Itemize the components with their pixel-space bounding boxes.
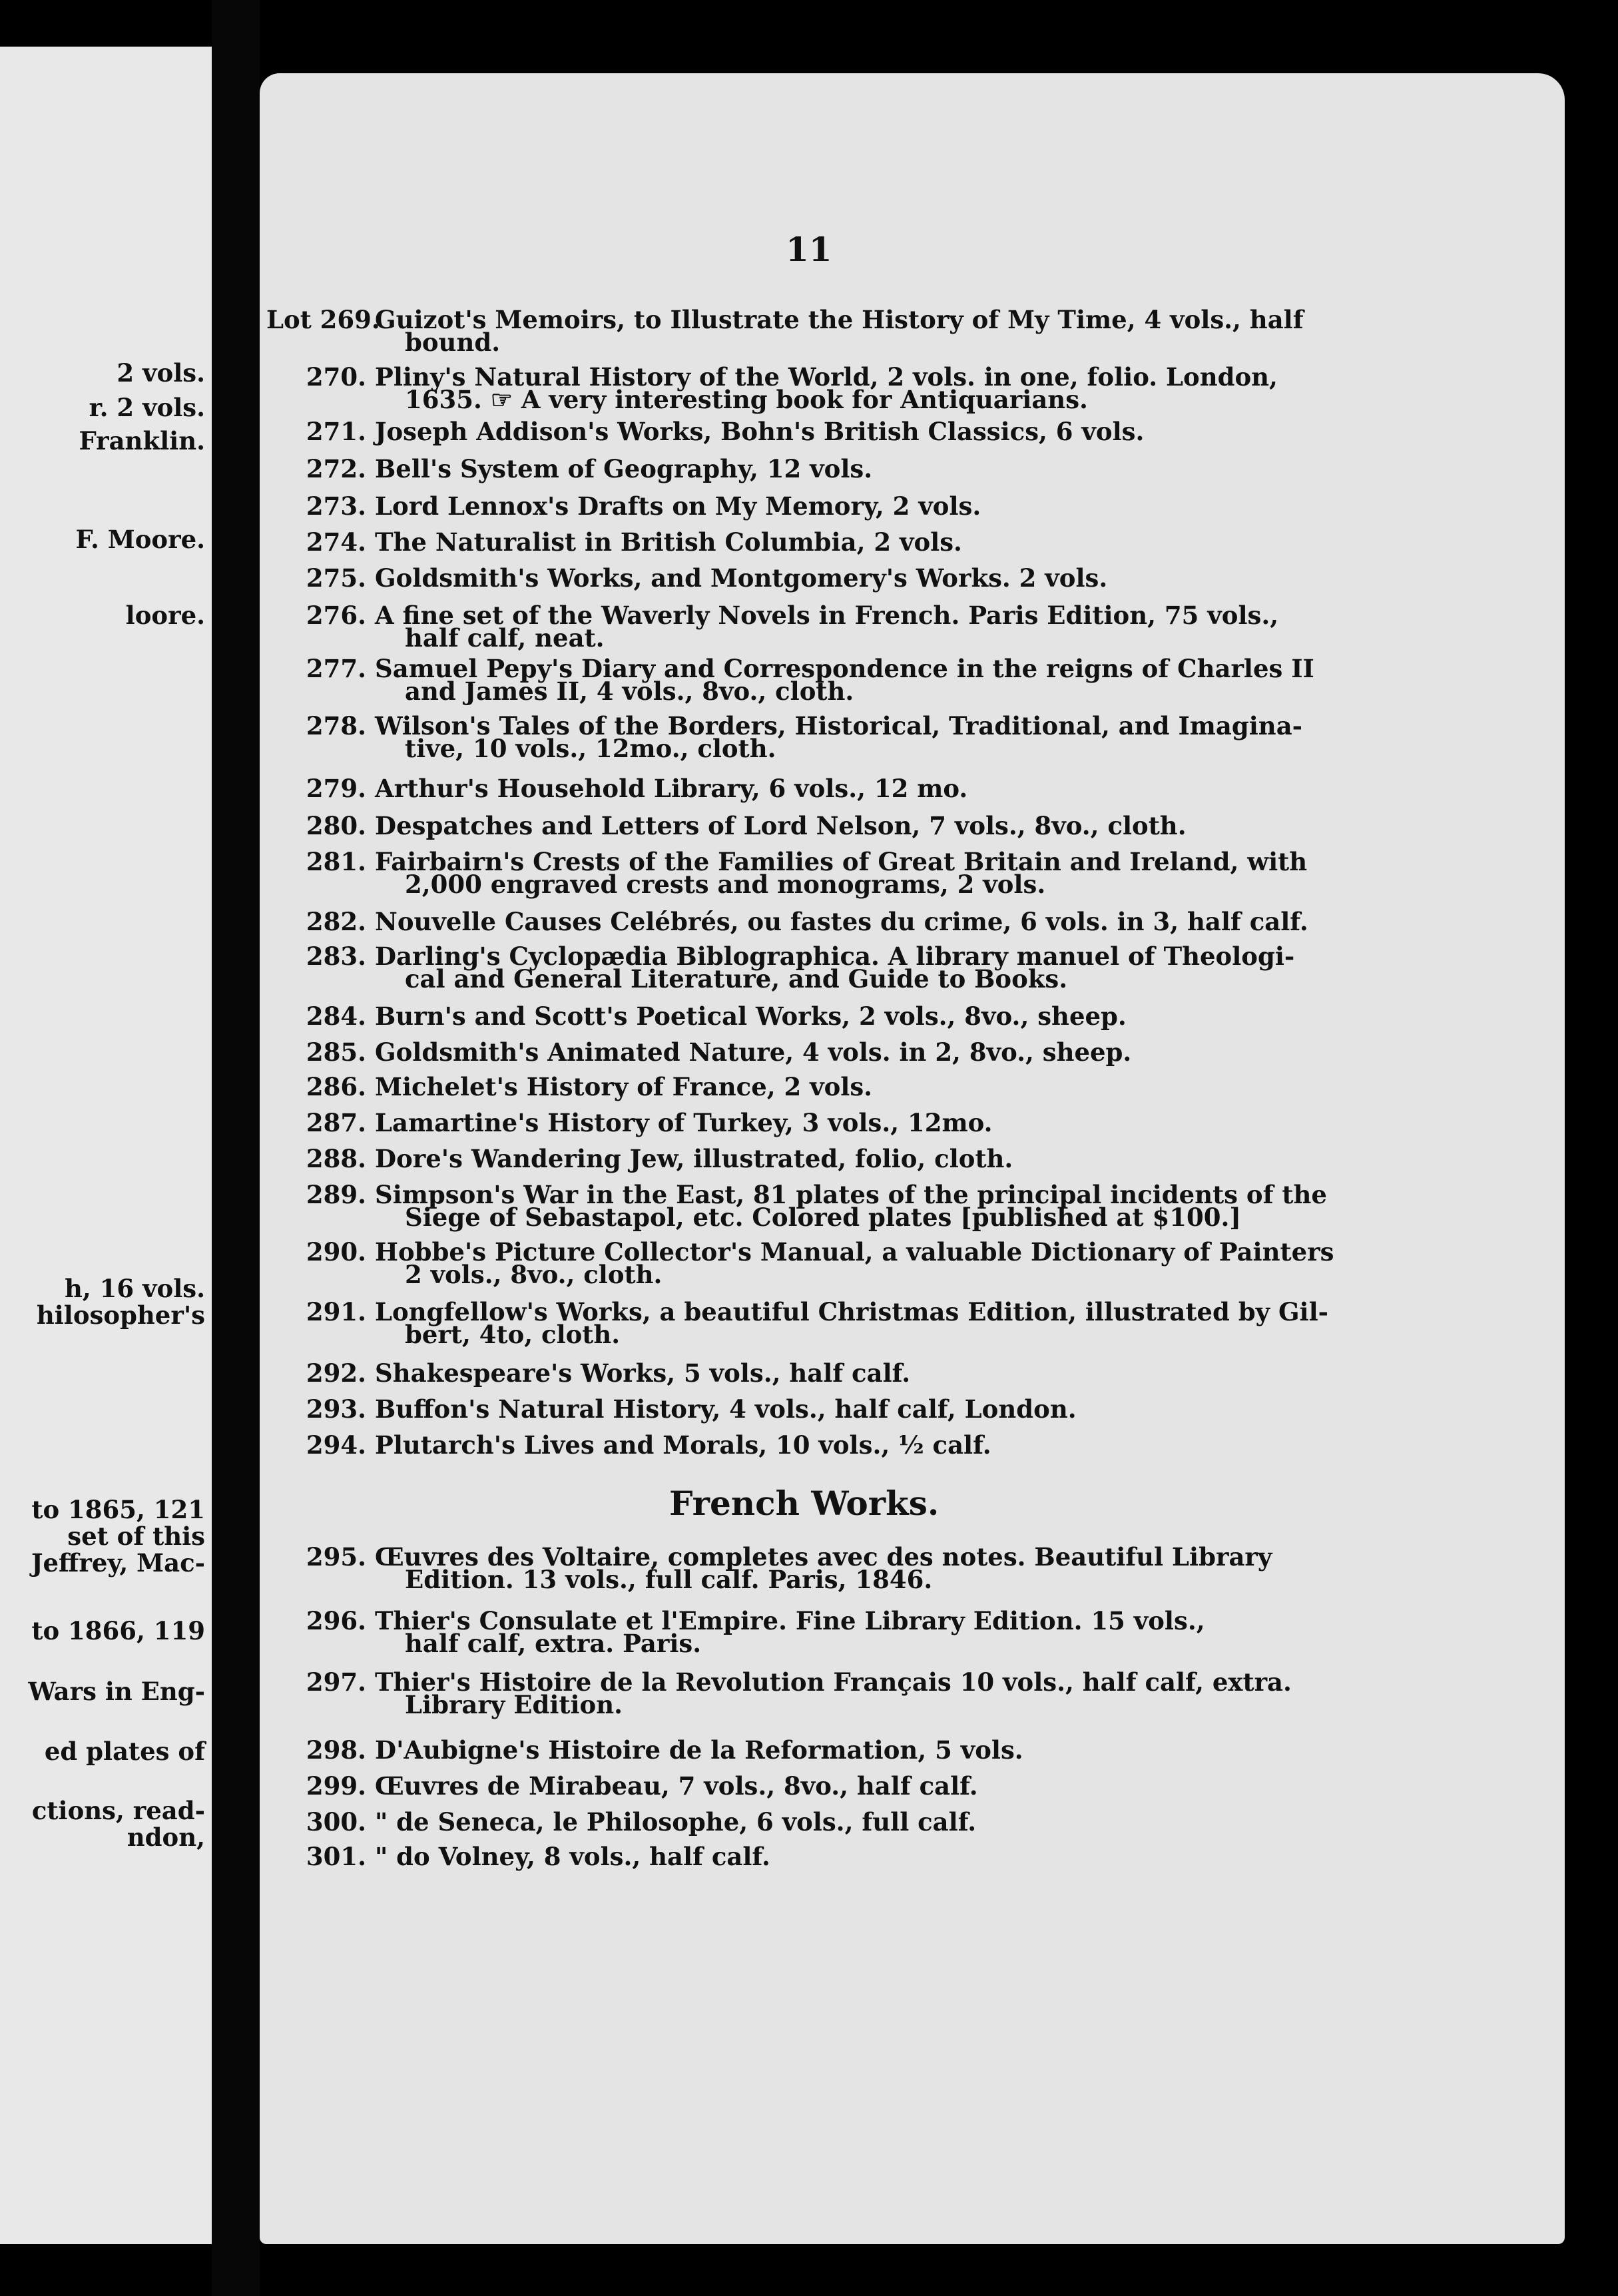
entry-text: Buffon's Natural History, 4 vols., half calf, London.	[375, 1394, 1077, 1424]
left-page-line: ed plates of	[44, 1737, 205, 1766]
left-page-line: ctions, read-	[31, 1796, 205, 1825]
entry-text: Goldsmith's Works, and Montgomery's Works. 2 vols.	[375, 563, 1108, 593]
entry-text: Fairbairn's Crests of the Families of Great Britain and Ireland, with	[375, 847, 1308, 876]
lot-number: 270.	[306, 362, 366, 392]
lot-number: 300.	[306, 1807, 366, 1837]
entry-text: Œuvres des Voltaire, completes avec des notes. Beautiful Library	[375, 1542, 1272, 1572]
lot-number: 273.	[306, 491, 366, 521]
entry-text-continued: Edition. 13 vols., full calf. Paris, 1846.	[405, 1565, 933, 1594]
entry-text: Pliny's Natural History of the World, 2 vols. in one, folio. London,	[375, 362, 1278, 392]
entry-text: Samuel Pepy's Diary and Correspondence in the reigns of Charles II	[375, 654, 1314, 683]
lot-number: 274.	[306, 527, 366, 557]
entry-text-continued: 2 vols., 8vo., cloth.	[405, 1260, 663, 1289]
left-page-line: set of this	[67, 1522, 205, 1551]
entry-text: Lord Lennox's Drafts on My Memory, 2 vols.	[375, 491, 981, 521]
left-page-line: h, 16 vols.	[65, 1274, 205, 1303]
entry-text: Bell's System of Geography, 12 vols.	[375, 454, 873, 483]
lot-number: 280.	[306, 811, 366, 840]
lot-number: 272.	[306, 454, 366, 483]
previous-page-fragment	[0, 47, 212, 2244]
entry-text: Arthur's Household Library, 6 vols., 12 mo.	[375, 774, 968, 803]
lot-number: 290.	[306, 1237, 366, 1267]
page-number: 11	[786, 230, 832, 269]
left-page-line: to 1866, 119	[31, 1616, 205, 1645]
lot-number: 292.	[306, 1358, 366, 1388]
lot-number: 283.	[306, 942, 366, 971]
entry-text: Shakespeare's Works, 5 vols., half calf.	[375, 1358, 911, 1388]
lot-number: 279.	[306, 774, 366, 803]
lot-number: 278.	[306, 711, 366, 740]
entry-text: Dore's Wandering Jew, illustrated, folio, cloth.	[375, 1144, 1013, 1173]
lot-number: 275.	[306, 563, 366, 593]
entry-text-continued: 2,000 engraved crests and monograms, 2 vols.	[405, 870, 1046, 899]
left-page-line: ndon,	[127, 1823, 205, 1852]
entry-text: The Naturalist in British Columbia, 2 vols.	[375, 527, 962, 557]
lot-number: 289.	[306, 1180, 366, 1209]
entry-text-continued: Siege of Sebastapol, etc. Colored plates [published at $100.]	[405, 1203, 1241, 1232]
entry-text: Guizot's Memoirs, to Illustrate the History of My Time, 4 vols., half	[375, 305, 1304, 334]
entry-text-continued: cal and General Literature, and Guide to Books.	[405, 964, 1068, 994]
entry-text: " do Volney, 8 vols., half calf.	[375, 1842, 770, 1871]
section-heading: French Works.	[669, 1484, 940, 1523]
left-page-line: 2 vols.	[117, 358, 205, 388]
entry-text: D'Aubigne's Histoire de la Reformation, 5 vols.	[375, 1735, 1023, 1765]
entry-text: Plutarch's Lives and Morals, 10 vols., ½ calf.	[375, 1430, 991, 1460]
lot-number: 285.	[306, 1037, 366, 1067]
entry-text-continued: tive, 10 vols., 12mo., cloth.	[405, 734, 776, 763]
entry-text: Thier's Consulate et l'Empire. Fine Library Edition. 15 vols.,	[375, 1606, 1205, 1635]
lot-number: 271.	[306, 417, 366, 446]
entry-text-continued: and James II, 4 vols., 8vo., cloth.	[405, 677, 854, 706]
left-page-line: Wars in Eng-	[28, 1677, 205, 1706]
entry-text: Burn's and Scott's Poetical Works, 2 vols., 8vo., sheep.	[375, 1002, 1127, 1031]
entry-text: Darling's Cyclopædia Biblographica. A library manuel of Theologi-	[375, 942, 1295, 971]
left-page-line: hilosopher's	[36, 1300, 205, 1330]
entry-text: Œuvres de Mirabeau, 7 vols., 8vo., half calf.	[375, 1771, 978, 1801]
entry-text-continued: half calf, neat.	[405, 623, 605, 653]
entry-text: Joseph Addison's Works, Bohn's British Classics, 6 vols.	[375, 417, 1145, 446]
left-page-line: Jeffrey, Mac-	[31, 1548, 205, 1578]
lot-number: 286.	[306, 1072, 366, 1101]
entry-text-continued: 1635. ☞ A very interesting book for Antiquarians.	[405, 385, 1088, 414]
entry-text: Goldsmith's Animated Nature, 4 vols. in 2, 8vo., sheep.	[375, 1037, 1132, 1067]
entry-text-continued: bert, 4to, cloth.	[405, 1320, 621, 1349]
lot-number: 293.	[306, 1394, 366, 1424]
entry-text-continued: bound.	[405, 328, 501, 357]
entry-text: Longfellow's Works, a beautiful Christmas Edition, illustrated by Gil-	[375, 1297, 1329, 1326]
entry-text-continued: Library Edition.	[405, 1690, 623, 1719]
entry-text: A fine set of the Waverly Novels in French. Paris Edition, 75 vols.,	[375, 601, 1279, 630]
lot-number: 277.	[306, 654, 366, 683]
entry-text: Lamartine's History of Turkey, 3 vols., 12mo.	[375, 1108, 993, 1137]
left-page-line: r. 2 vols.	[89, 393, 205, 422]
left-page-line: to 1865, 121	[31, 1495, 205, 1524]
lot-number: 294.	[306, 1430, 366, 1460]
lot-number: 297.	[306, 1667, 366, 1697]
entry-text: " de Seneca, le Philosophe, 6 vols., full calf.	[375, 1807, 977, 1837]
entry-text: Thier's Histoire de la Revolution Français 10 vols., half calf, extra.	[375, 1667, 1292, 1697]
entry-text: Wilson's Tales of the Borders, Historical, Traditional, and Imagina-	[375, 711, 1303, 740]
entry-text: Despatches and Letters of Lord Nelson, 7 vols., 8vo., cloth.	[375, 811, 1187, 840]
lot-number: 298.	[306, 1735, 366, 1765]
lot-number: 296.	[306, 1606, 366, 1635]
left-page-line: F. Moore.	[75, 525, 205, 554]
entry-text: Hobbe's Picture Collector's Manual, a valuable Dictionary of Painters	[375, 1237, 1334, 1267]
lot-number: Lot 269.	[266, 305, 380, 334]
lot-number: 288.	[306, 1144, 366, 1173]
lot-number: 295.	[306, 1542, 366, 1572]
lot-number: 281.	[306, 847, 366, 876]
left-page-line: loore.	[125, 601, 205, 630]
lot-number: 291.	[306, 1297, 366, 1326]
entry-text: Simpson's War in the East, 81 plates of the principal incidents of the	[375, 1180, 1327, 1209]
left-page-line: Franklin.	[79, 426, 205, 455]
book-gutter	[212, 0, 260, 2296]
lot-number: 276.	[306, 601, 366, 630]
entry-text: Michelet's History of France, 2 vols.	[375, 1072, 873, 1101]
lot-number: 282.	[306, 907, 366, 936]
lot-number: 287.	[306, 1108, 366, 1137]
lot-number: 284.	[306, 1002, 366, 1031]
entry-text-continued: half calf, extra. Paris.	[405, 1629, 702, 1658]
entry-text: Nouvelle Causes Celébrés, ou fastes du crime, 6 vols. in 3, half calf.	[375, 907, 1308, 936]
lot-number: 301.	[306, 1842, 366, 1871]
lot-number: 299.	[306, 1771, 366, 1801]
